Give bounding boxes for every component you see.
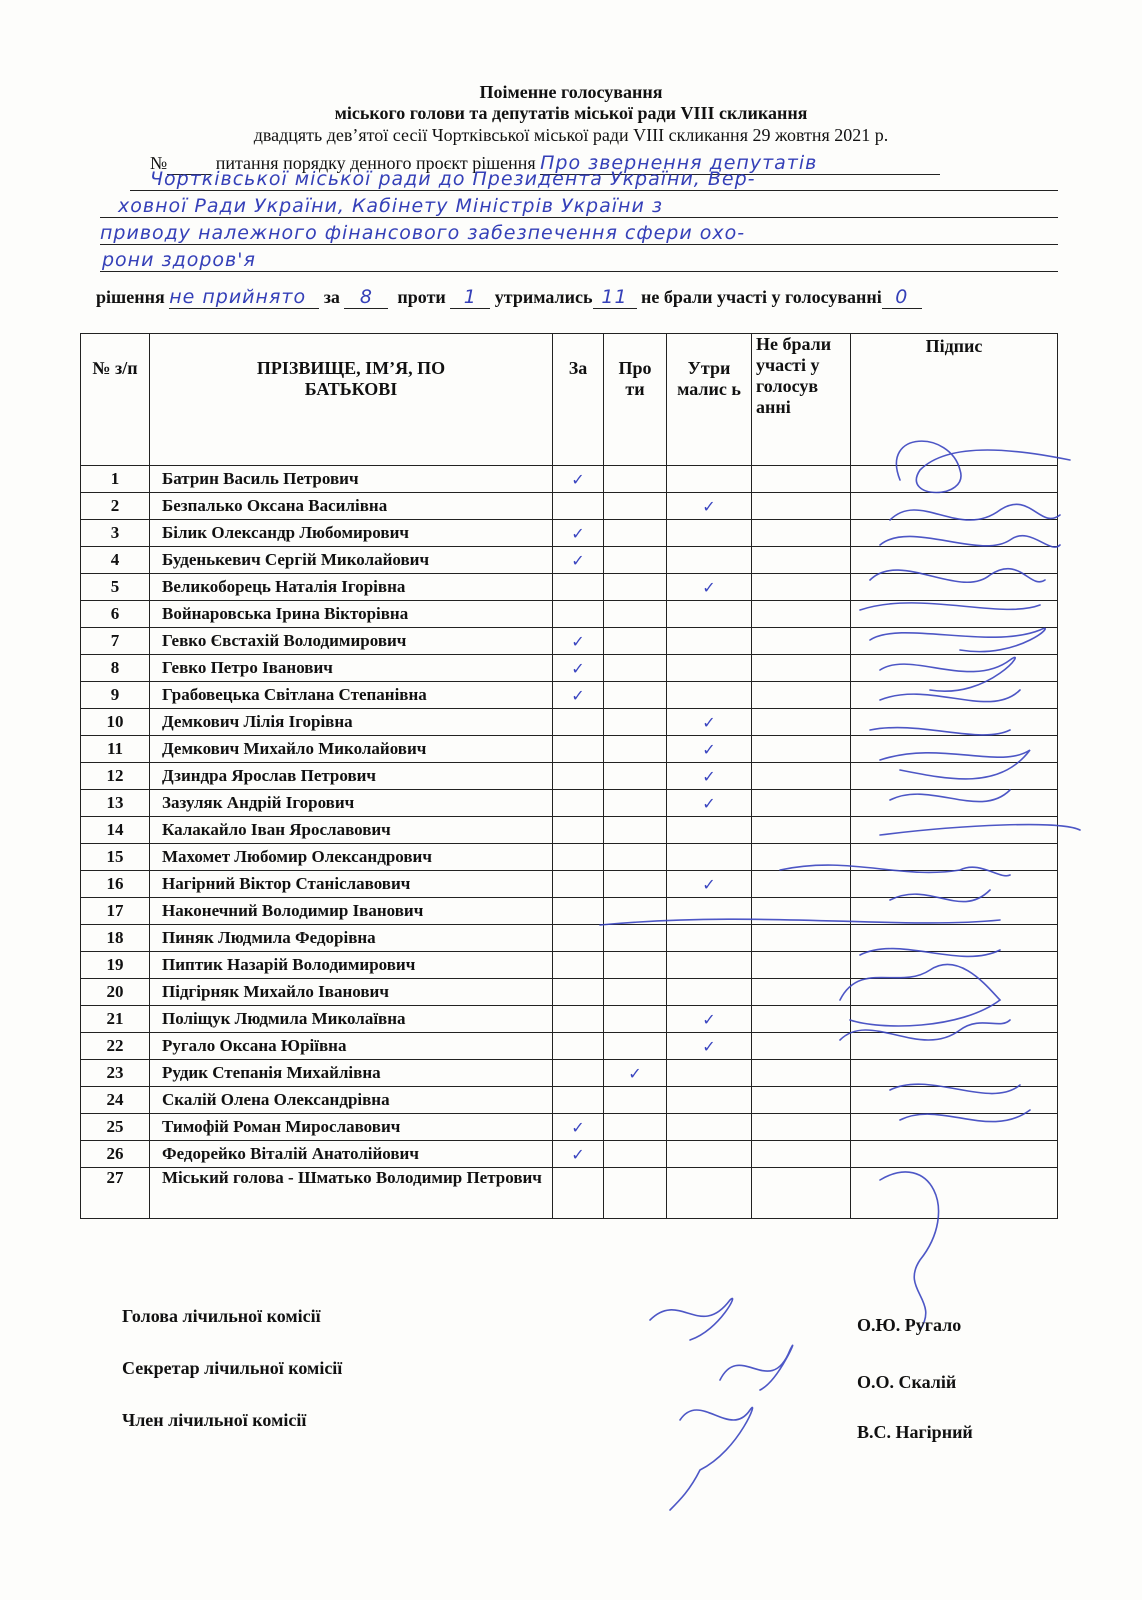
check-mark-icon: ✓ — [571, 1144, 585, 1164]
vote-cell-nb — [752, 1087, 851, 1114]
table-row — [81, 628, 1058, 655]
vote-cell-utr — [667, 817, 752, 844]
check-mark-icon: ✓ — [571, 658, 585, 678]
vote-cell-nb — [752, 898, 851, 925]
deputy-name: Махомет Любомир Олександрович — [150, 844, 553, 871]
session-info: двадцять дев’ятої сесії Чортківської міської ради VIII скликання 29 жовтня 2021 р. — [253, 125, 889, 145]
decision-label: рішення — [96, 287, 165, 307]
vote-cell-proty — [604, 952, 667, 979]
vote-cell-proty — [604, 736, 667, 763]
vote-cell-utr — [667, 655, 752, 682]
vote-cell-za — [553, 628, 604, 655]
question-label: питання порядку денного проєкт рішення — [215, 153, 536, 173]
vote-cell-proty — [604, 1141, 667, 1168]
check-mark-icon: ✓ — [702, 712, 716, 732]
vote-cell-nb — [752, 1033, 851, 1060]
table-row — [81, 1006, 1058, 1033]
deputy-name: Калакайло Іван Ярославович — [150, 817, 553, 844]
row-number: 2 — [81, 493, 150, 520]
deputy-name: Ругало Оксана Юріївна — [150, 1033, 553, 1060]
vote-cell-za — [553, 952, 604, 979]
vote-cell-utr — [667, 844, 752, 871]
proty-label: проти — [397, 287, 446, 307]
signature-cell — [851, 1114, 1058, 1141]
table-row — [81, 817, 1058, 844]
vote-cell-nb — [752, 1060, 851, 1087]
check-mark-icon: ✓ — [628, 1063, 642, 1083]
check-mark-icon: ✓ — [702, 739, 716, 759]
signature-cell — [851, 1033, 1058, 1060]
vote-cell-proty — [604, 655, 667, 682]
vote-cell-za — [553, 520, 604, 547]
check-mark-icon: ✓ — [702, 793, 716, 813]
document-subtitle: міського голови та депутатів міської ради VIII скликання — [334, 103, 808, 123]
deputy-name: Нагірний Віктор Станіславович — [150, 871, 553, 898]
roll-call-table — [80, 333, 1058, 1219]
vote-cell-utr — [667, 1114, 752, 1141]
row-number: 10 — [81, 709, 150, 736]
check-mark-icon: ✓ — [571, 523, 585, 543]
vote-cell-utr — [667, 1006, 752, 1033]
signature-cell — [851, 844, 1058, 871]
vote-cell-za — [553, 1141, 604, 1168]
vote-cell-za — [553, 1060, 604, 1087]
vote-cell-proty — [604, 1087, 667, 1114]
chair-label: Голова лічильної комісії — [122, 1306, 321, 1326]
deputy-name: Наконечний Володимир Іванович — [150, 898, 553, 925]
vote-cell-utr — [667, 979, 752, 1006]
vote-cell-utr — [667, 709, 752, 736]
signature-cell — [851, 898, 1058, 925]
header-name: ПРІЗВИЩЕ, ІМ’Я, ПО БАТЬКОВІ — [150, 334, 553, 466]
vote-cell-utr — [667, 1087, 752, 1114]
vote-cell-utr — [667, 682, 752, 709]
vote-cell-utr — [667, 574, 752, 601]
signature-cell — [851, 466, 1058, 493]
vote-cell-nb — [752, 1168, 851, 1219]
vote-cell-nb — [752, 1006, 851, 1033]
signature-cell — [851, 682, 1058, 709]
handwritten-line-2: Чортківської міської ради до Президента України, Вер- — [130, 168, 1058, 191]
vote-cell-nb — [752, 925, 851, 952]
table-row — [81, 736, 1058, 763]
vote-cell-za — [553, 1087, 604, 1114]
vote-cell-proty — [604, 898, 667, 925]
check-mark-icon: ✓ — [571, 685, 585, 705]
vote-cell-za — [553, 466, 604, 493]
vote-cell-nb — [752, 547, 851, 574]
signature-cell — [851, 547, 1058, 574]
handwritten-line-4: приводу належного фінансового забезпечення сфери охо- — [100, 222, 1058, 245]
secretary-label: Секретар лічильної комісії — [122, 1358, 343, 1378]
row-number: 7 — [81, 628, 150, 655]
check-mark-icon: ✓ — [702, 874, 716, 894]
vote-cell-nb — [752, 466, 851, 493]
vote-cell-utr — [667, 1033, 752, 1060]
vote-cell-proty — [604, 1114, 667, 1141]
handwritten-topic-line-1: Про звернення депутатів — [540, 152, 940, 175]
vote-cell-utr — [667, 763, 752, 790]
vote-cell-proty — [604, 979, 667, 1006]
proty-count: 1 — [450, 286, 490, 309]
vote-cell-nb — [752, 844, 851, 871]
vote-cell-utr — [667, 1141, 752, 1168]
vote-cell-proty — [604, 1060, 667, 1087]
nb-label: не брали участі у голосуванні — [641, 287, 882, 307]
vote-cell-utr — [667, 628, 752, 655]
row-number: 13 — [81, 790, 150, 817]
vote-cell-utr — [667, 466, 752, 493]
table-row — [81, 466, 1058, 493]
signature-cell — [851, 655, 1058, 682]
vote-cell-za — [553, 925, 604, 952]
deputy-name: Федорейко Віталій Анатолійович — [150, 1141, 553, 1168]
check-mark-icon: ✓ — [571, 631, 585, 651]
vote-cell-za — [553, 601, 604, 628]
vote-cell-proty — [604, 466, 667, 493]
vote-cell-za — [553, 871, 604, 898]
signature-cell — [851, 817, 1058, 844]
row-number: 24 — [81, 1087, 150, 1114]
signature-cell — [851, 952, 1058, 979]
za-count: 8 — [344, 286, 388, 309]
vote-cell-proty — [604, 709, 667, 736]
header-za: За — [553, 334, 604, 466]
vote-cell-utr — [667, 736, 752, 763]
deputy-name: Великоборець Наталія Ігорівна — [150, 574, 553, 601]
table-row — [81, 547, 1058, 574]
vote-cell-za — [553, 1168, 604, 1219]
chair-name: О.Ю. Ругало — [857, 1315, 962, 1335]
vote-cell-proty — [604, 547, 667, 574]
member-label: Член лічильної комісії — [122, 1410, 307, 1430]
signature-cell — [851, 709, 1058, 736]
vote-cell-za — [553, 655, 604, 682]
vote-cell-za — [553, 547, 604, 574]
signature-cell — [851, 1168, 1058, 1219]
vote-cell-za — [553, 709, 604, 736]
vote-cell-nb — [752, 628, 851, 655]
deputy-name: Батрин Василь Петрович — [150, 466, 553, 493]
deputy-name: Безпалько Оксана Василівна — [150, 493, 553, 520]
row-number: 5 — [81, 574, 150, 601]
vote-cell-utr — [667, 898, 752, 925]
vote-cell-za — [553, 1006, 604, 1033]
vote-cell-utr — [667, 1168, 752, 1219]
table-row — [81, 871, 1058, 898]
vote-cell-nb — [752, 574, 851, 601]
document-header — [0, 82, 1142, 146]
vote-cell-utr — [667, 952, 752, 979]
table-row — [81, 952, 1058, 979]
signature-cell — [851, 520, 1058, 547]
row-number: 23 — [81, 1060, 150, 1087]
table-body — [81, 466, 1058, 1219]
utr-count: 11 — [593, 286, 637, 309]
vote-cell-proty — [604, 817, 667, 844]
vote-cell-za — [553, 493, 604, 520]
vote-cell-proty — [604, 790, 667, 817]
vote-cell-nb — [752, 655, 851, 682]
vote-cell-utr — [667, 790, 752, 817]
vote-cell-nb — [752, 979, 851, 1006]
table-row — [81, 1033, 1058, 1060]
row-number: 20 — [81, 979, 150, 1006]
deputy-name: Зазуляк Андрій Ігорович — [150, 790, 553, 817]
vote-cell-nb — [752, 763, 851, 790]
vote-cell-za — [553, 736, 604, 763]
row-number: 12 — [81, 763, 150, 790]
vote-cell-nb — [752, 709, 851, 736]
table-row — [81, 493, 1058, 520]
table-row — [81, 520, 1058, 547]
vote-cell-utr — [667, 871, 752, 898]
vote-cell-za — [553, 790, 604, 817]
deputy-name: Пиптик Назарій Володимирович — [150, 952, 553, 979]
deputy-name: Тимофій Роман Мирославович — [150, 1114, 553, 1141]
table-row — [81, 574, 1058, 601]
signature-cell — [851, 1141, 1058, 1168]
row-number: 16 — [81, 871, 150, 898]
signature-cell — [851, 493, 1058, 520]
deputy-name: Демкович Лілія Ігорівна — [150, 709, 553, 736]
table-row — [81, 844, 1058, 871]
vote-cell-utr — [667, 601, 752, 628]
table-row — [81, 1141, 1058, 1168]
vote-cell-proty — [604, 1006, 667, 1033]
deputy-name: Войнаровська Ірина Вікторівна — [150, 601, 553, 628]
vote-cell-proty — [604, 1033, 667, 1060]
vote-cell-proty — [604, 682, 667, 709]
row-number: 27 — [81, 1168, 150, 1219]
vote-cell-proty — [604, 520, 667, 547]
row-number: 17 — [81, 898, 150, 925]
utr-label: утримались — [494, 287, 593, 307]
table-row — [81, 1087, 1058, 1114]
row-number: 1 — [81, 466, 150, 493]
row-number: 4 — [81, 547, 150, 574]
check-mark-icon: ✓ — [702, 1036, 716, 1056]
check-mark-icon: ✓ — [702, 766, 716, 786]
footer-signature-3 — [670, 1407, 753, 1510]
header-utr: Утри малис ь — [667, 334, 752, 466]
deputy-name: Рудик Степанія Михайлівна — [150, 1060, 553, 1087]
vote-cell-nb — [752, 817, 851, 844]
row-number: 26 — [81, 1141, 150, 1168]
table-row — [81, 790, 1058, 817]
deputy-name: Скалій Олена Олександрівна — [150, 1087, 553, 1114]
vote-cell-nb — [752, 682, 851, 709]
row-number: 19 — [81, 952, 150, 979]
row-number: 3 — [81, 520, 150, 547]
deputy-name: Гевко Євстахій Володимирович — [150, 628, 553, 655]
deputy-name: Буденькевич Сергій Миколайович — [150, 547, 553, 574]
vote-cell-proty — [604, 628, 667, 655]
secretary-name: О.О. Скалій — [857, 1372, 957, 1392]
deputy-name: Поліщук Людмила Миколаївна — [150, 1006, 553, 1033]
check-mark-icon: ✓ — [702, 496, 716, 516]
row-number: 14 — [81, 817, 150, 844]
vote-cell-nb — [752, 736, 851, 763]
deputy-name: Міський голова - Шматько Володимир Петрович — [150, 1168, 553, 1219]
vote-cell-proty — [604, 925, 667, 952]
deputy-name: Демкович Михайло Миколайович — [150, 736, 553, 763]
row-number: 11 — [81, 736, 150, 763]
row-number: 21 — [81, 1006, 150, 1033]
signature-cell — [851, 925, 1058, 952]
vote-cell-utr — [667, 1060, 752, 1087]
vote-cell-proty — [604, 1168, 667, 1219]
handwritten-line-3: ховної Ради України, Кабінету Міністрів України з — [100, 195, 1058, 218]
vote-cell-za — [553, 682, 604, 709]
header-num: № з/п — [81, 334, 150, 466]
document-title: Поіменне голосування — [479, 82, 663, 102]
signature-cell — [851, 979, 1058, 1006]
deputy-name: Пиняк Людмила Федорівна — [150, 925, 553, 952]
decision-value: не прийнято — [169, 286, 319, 309]
vote-cell-za — [553, 574, 604, 601]
check-mark-icon: ✓ — [571, 469, 585, 489]
vote-cell-nb — [752, 520, 851, 547]
row-number: 6 — [81, 601, 150, 628]
vote-cell-za — [553, 844, 604, 871]
table-row — [81, 1168, 1058, 1219]
table-row — [81, 979, 1058, 1006]
signature-cell — [851, 736, 1058, 763]
signature-cell — [851, 790, 1058, 817]
header-proty: Про ти — [604, 334, 667, 466]
deputy-name: Гевко Петро Іванович — [150, 655, 553, 682]
question-number-label: № — [150, 153, 168, 173]
vote-cell-nb — [752, 493, 851, 520]
table-header-row — [81, 334, 1058, 466]
check-mark-icon: ✓ — [702, 1009, 716, 1029]
deputy-name: Підгірняк Михайло Іванович — [150, 979, 553, 1006]
vote-cell-proty — [604, 493, 667, 520]
vote-cell-proty — [604, 574, 667, 601]
table-row — [81, 601, 1058, 628]
signature-cell — [851, 763, 1058, 790]
vote-cell-nb — [752, 1141, 851, 1168]
table-row — [81, 1060, 1058, 1087]
table-row — [81, 925, 1058, 952]
vote-cell-proty — [604, 844, 667, 871]
vote-cell-za — [553, 898, 604, 925]
vote-cell-utr — [667, 925, 752, 952]
vote-cell-nb — [752, 871, 851, 898]
footer-signature-2 — [720, 1345, 793, 1390]
nb-count: 0 — [882, 286, 922, 309]
signature-cell — [851, 601, 1058, 628]
vote-cell-za — [553, 979, 604, 1006]
signature-cell — [851, 1087, 1058, 1114]
table-row — [81, 655, 1058, 682]
table-row — [81, 1114, 1058, 1141]
vote-cell-proty — [604, 763, 667, 790]
vote-cell-za — [553, 1033, 604, 1060]
row-number: 9 — [81, 682, 150, 709]
za-label: за — [323, 287, 340, 307]
vote-cell-utr — [667, 520, 752, 547]
table-row — [81, 682, 1058, 709]
check-mark-icon: ✓ — [571, 1117, 585, 1137]
signature-cell — [851, 1006, 1058, 1033]
row-number: 22 — [81, 1033, 150, 1060]
row-number: 8 — [81, 655, 150, 682]
vote-cell-za — [553, 817, 604, 844]
row-number: 18 — [81, 925, 150, 952]
signature-cell — [851, 1060, 1058, 1087]
header-nb: Не брали участі у голосув анні — [752, 334, 851, 466]
vote-cell-proty — [604, 601, 667, 628]
row-number: 25 — [81, 1114, 150, 1141]
footer-signature-1 — [650, 1298, 733, 1340]
check-mark-icon: ✓ — [571, 550, 585, 570]
handwritten-line-5: рони здоров'я — [100, 249, 1058, 272]
row-number: 15 — [81, 844, 150, 871]
vote-cell-proty — [604, 871, 667, 898]
signature-cell — [851, 871, 1058, 898]
vote-cell-utr — [667, 547, 752, 574]
vote-cell-za — [553, 1114, 604, 1141]
signature-cell — [851, 574, 1058, 601]
vote-cell-utr — [667, 493, 752, 520]
table-row — [81, 898, 1058, 925]
check-mark-icon: ✓ — [702, 577, 716, 597]
member-name: В.С. Нагірний — [857, 1422, 973, 1442]
vote-cell-nb — [752, 1114, 851, 1141]
vote-cell-nb — [752, 790, 851, 817]
vote-cell-za — [553, 763, 604, 790]
vote-cell-nb — [752, 601, 851, 628]
signature-cell — [851, 628, 1058, 655]
vote-cell-nb — [752, 952, 851, 979]
deputy-name: Дзиндра Ярослав Петрович — [150, 763, 553, 790]
deputy-name: Грабовецька Світлана Степанівна — [150, 682, 553, 709]
decision-line — [96, 286, 1066, 309]
deputy-name: Білик Олександр Любомирович — [150, 520, 553, 547]
table-row — [81, 709, 1058, 736]
table-row — [81, 763, 1058, 790]
header-signature: Підпис — [851, 334, 1058, 466]
